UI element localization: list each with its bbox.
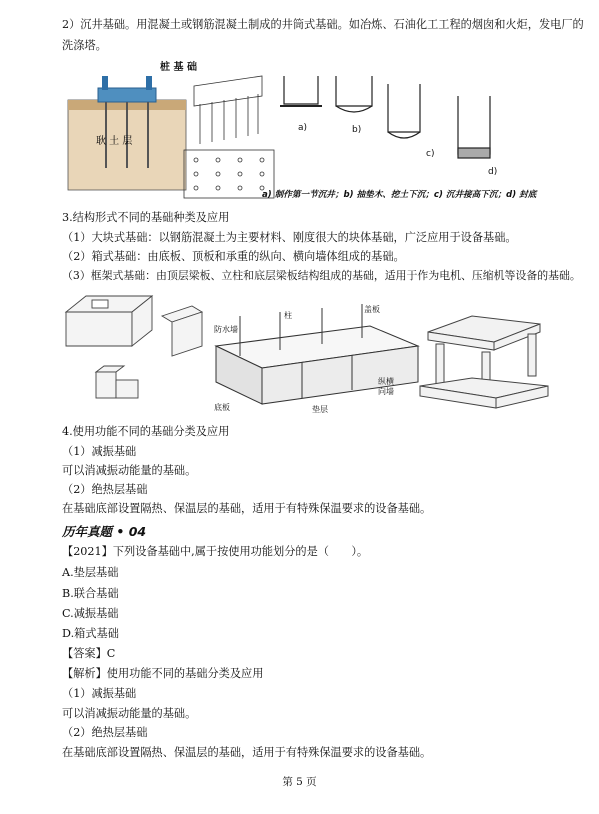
exam-option-c: C.减振基础 xyxy=(62,607,119,620)
caisson-stage-a xyxy=(280,76,322,133)
section3-title: 3.结构形式不同的基础种类及应用 xyxy=(62,211,230,224)
section4-line-4: 在基础底部设置隔热、保温层的基础，适用于有特殊保温要求的设备基础。 xyxy=(62,502,432,515)
section3-item-1: （1）大块式基础：以钢筋混凝土为主要材料、刚度很大的块体基础，广泛应用于设备基础。 xyxy=(62,231,517,244)
label-base-plate: 底板 xyxy=(214,403,230,412)
analysis-line-3: （2）绝热层基础 xyxy=(62,726,148,739)
caisson-stage-d xyxy=(458,96,497,177)
block-foundation-drawing xyxy=(66,296,202,398)
label-waterproof-wall: 防水墙 xyxy=(214,325,238,334)
soil-section-image xyxy=(68,76,186,190)
section4-line-3: （2）绝热层基础 xyxy=(62,483,148,496)
caisson-stage-b xyxy=(336,76,372,135)
analysis-line-1: （1）减振基础 xyxy=(62,687,137,700)
label-cushion: 垫层 xyxy=(312,405,328,414)
caisson-stage-c xyxy=(388,84,434,159)
section4-line-2: 可以消减振动能量的基础。 xyxy=(62,464,197,477)
label-cover-plate: 盖板 xyxy=(364,305,380,314)
frame-foundation-drawing xyxy=(420,316,548,408)
section4-title: 4.使用功能不同的基础分类及应用 xyxy=(62,425,230,438)
label-longitudinal: 纵横 xyxy=(378,377,394,386)
analysis-line-2: 可以消减振动能量的基础。 xyxy=(62,707,197,720)
figure-foundation-types xyxy=(62,286,562,416)
box-foundation-drawing xyxy=(214,304,418,414)
label-wall: 向墙 xyxy=(378,387,394,396)
svg-text:d): d) xyxy=(488,167,498,177)
section4-line-1: （1）减振基础 xyxy=(62,445,137,458)
section3-item-3: （3）框架式基础：由顶层梁板、立柱和底层梁板结构组成的基础，适用于作为电机、压缩机等设备的基础。 xyxy=(62,269,581,282)
exam-answer: 【答案】C xyxy=(62,647,116,660)
svg-text:a): a) xyxy=(298,123,308,133)
section3-item-2: （2）箱式基础：由底板、顶板和承重的纵向、横向墙体组成的基础。 xyxy=(62,250,405,263)
past-exam-heading: 历年真题 • 04 xyxy=(62,524,147,539)
exam-option-b: B.联合基础 xyxy=(62,587,119,600)
exam-question: 【2021】下列设备基础中,属于按使用功能划分的是（ ）。 xyxy=(62,545,369,558)
exam-option-a: A.垫层基础 xyxy=(62,566,119,579)
svg-text:b): b) xyxy=(352,125,362,135)
svg-text:c): c) xyxy=(426,149,435,159)
label-column: 柱 xyxy=(284,311,292,320)
pile-foundation-title: 桩 基 础 xyxy=(160,62,197,73)
figure-caisson-foundation xyxy=(62,56,562,202)
intro-line-1: 2）沉井基础。用混凝土或钢筋混凝土制成的井筒式基础。如冶炼、石油化工工程的烟囱和火炬，发电厂的 xyxy=(62,18,584,31)
exam-option-d: D.箱式基础 xyxy=(62,627,119,640)
page-number: 第 5 页 xyxy=(282,776,317,788)
analysis-line-4: 在基础底部设置隔热、保温层的基础，适用于有特殊保温要求的设备基础。 xyxy=(62,746,432,759)
figure1-caption: a) 制作第一节沉井；b) 抽垫木、挖土下沉；c) 沉井接高下沉；d) 封底 xyxy=(262,190,537,200)
soil-layer-label: 耿 土 层 xyxy=(96,136,133,147)
intro-line-2: 洗涤塔。 xyxy=(62,39,107,52)
exam-analysis: 【解析】使用功能不同的基础分类及应用 xyxy=(62,667,264,680)
